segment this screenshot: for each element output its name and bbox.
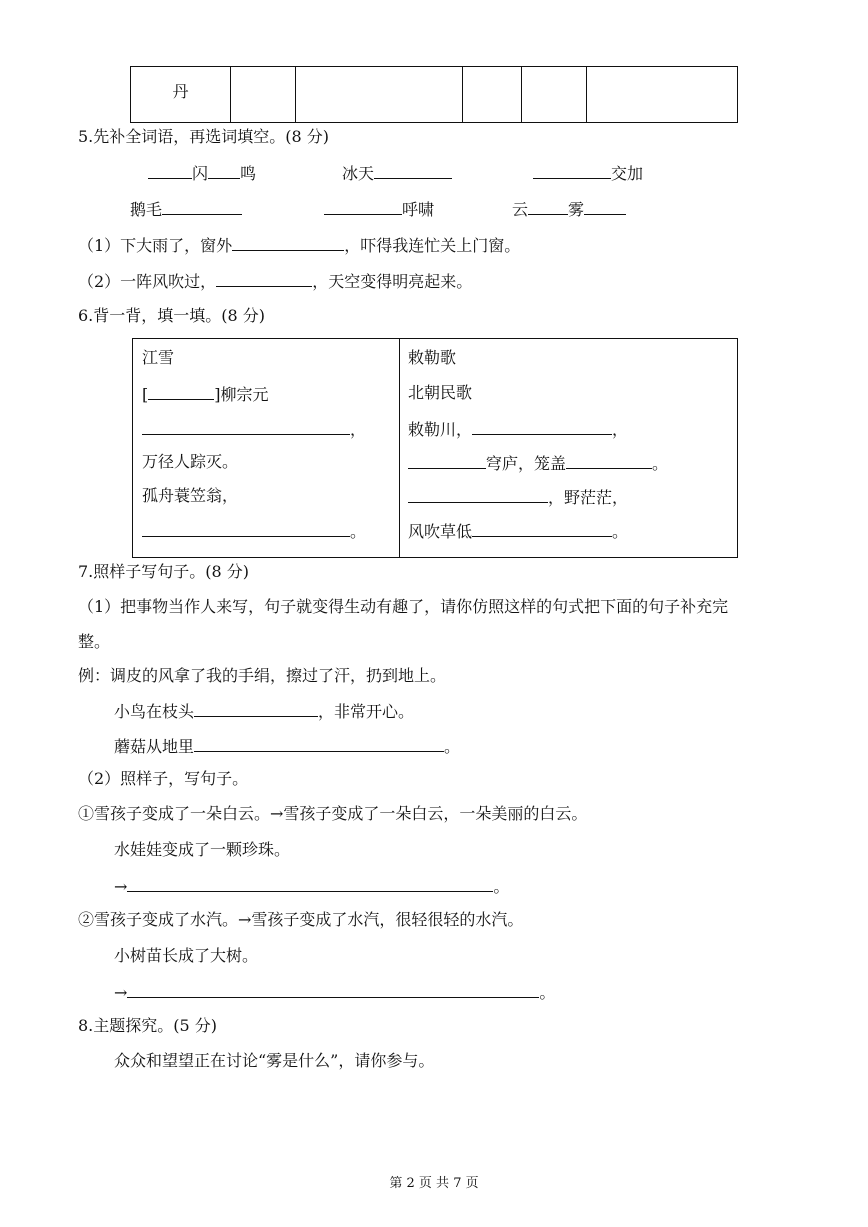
fill-blank[interactable] (148, 383, 214, 400)
fill-blank[interactable] (566, 452, 652, 469)
page-footer: 第 2 页 共 7 页 (389, 1176, 479, 1191)
fill-blank[interactable] (142, 520, 350, 537)
fill-blank[interactable] (148, 162, 192, 179)
author-bracket-open: [ (142, 385, 149, 404)
q7-sentence-1-suffix: ，非常开心。 (318, 702, 415, 721)
q5-word-6 (512, 198, 626, 220)
q7-part-1-instruction: （1）把事物当作人来写，句子就变得生动有趣了，请你仿照这样的句式把下面的句子补充完 (78, 597, 729, 616)
table-cell[interactable] (522, 67, 587, 123)
fill-blank[interactable] (127, 981, 539, 998)
poem-right-title: 敕勒歌 (408, 348, 457, 367)
arrow-icon: → (114, 983, 128, 1002)
poem-right-line-4 (408, 520, 628, 542)
q5-sentence-2 (78, 270, 472, 292)
poem-left-line-1 (142, 418, 366, 440)
punctuation: 。 (493, 877, 510, 896)
q7-answer-2 (114, 981, 555, 1003)
q6-title: 6.背一背，填一填。(8 分) (78, 306, 266, 325)
poem-right-line-1-prefix: 敕勒川， (408, 420, 473, 439)
q5-word-5-text: 呼啸 (402, 200, 435, 219)
fill-blank[interactable] (208, 162, 240, 179)
q5-word-2 (342, 162, 452, 184)
q5-sentence-1-prefix: （1）下大雨了，窗外 (78, 236, 233, 255)
fill-blank[interactable] (194, 700, 318, 717)
poem-right-line-2-mid: 穹庐，笼盖 (486, 454, 567, 473)
q5-word-6-char-a: 云 (512, 200, 529, 219)
q7-part-2-instruction: （2）照样子，写句子。 (78, 769, 249, 788)
top-table (130, 66, 738, 123)
punctuation: 。 (539, 983, 556, 1002)
table-cell-text: 丹 (172, 82, 189, 101)
q5-word-6-char-b: 雾 (568, 200, 585, 219)
fill-blank[interactable] (216, 270, 312, 287)
poem-right-line-2 (408, 452, 668, 474)
poem-right-line-3 (408, 486, 628, 508)
q5-word-4 (130, 198, 242, 220)
fill-blank[interactable] (533, 162, 611, 179)
poem-left-author (142, 383, 269, 405)
fill-blank[interactable] (528, 198, 568, 215)
q7-sentence-2 (114, 735, 460, 757)
q7-sentence-1 (114, 700, 414, 722)
fill-blank[interactable] (142, 418, 350, 435)
table-cell[interactable] (231, 67, 296, 123)
q5-sentence-2-suffix: ，天空变得明亮起来。 (312, 272, 473, 291)
punctuation: 。 (444, 737, 461, 756)
fill-blank[interactable] (472, 520, 612, 537)
q7-question-1: 水娃娃变成了一颗珍珠。 (114, 840, 291, 859)
punctuation: 。 (350, 522, 367, 541)
poem-left-title: 江雪 (142, 348, 175, 367)
fill-blank[interactable] (194, 735, 444, 752)
q5-word-3 (533, 162, 643, 184)
fill-blank[interactable] (472, 418, 612, 435)
punctuation: ， (350, 420, 367, 439)
fill-blank[interactable] (127, 875, 493, 892)
fill-blank[interactable] (232, 234, 344, 251)
poem-left-line-3: 孤舟蓑笠翁， (142, 486, 239, 505)
poem-right-line-1 (408, 418, 628, 440)
q7-part-1-instruction-cont: 整。 (78, 632, 111, 651)
q5-word-1-char-a: 闪 (192, 164, 209, 183)
q7-answer-1 (114, 875, 509, 897)
q5-word-3-text: 交加 (611, 164, 644, 183)
q5-title: 5.先补全词语，再选词填空。(8 分) (78, 127, 330, 146)
q5-word-2-text: 冰天 (342, 164, 375, 183)
poem-table-divider (399, 339, 400, 557)
q5-word-1-char-b: 鸣 (240, 164, 257, 183)
punctuation: 。 (612, 522, 629, 541)
arrow-icon: → (114, 877, 128, 896)
poem-right-line-3-suffix: ，野茫茫， (548, 488, 629, 507)
fill-blank[interactable] (584, 198, 626, 215)
q7-sentence-1-prefix: 小鸟在枝头 (114, 702, 195, 721)
fill-blank[interactable] (374, 162, 452, 179)
poem-left-line-2: 万径人踪灭。 (142, 452, 239, 471)
q5-sentence-1-suffix: ，吓得我连忙关上门窗。 (344, 236, 521, 255)
fill-blank[interactable] (408, 452, 486, 469)
q5-word-4-text: 鹅毛 (130, 200, 163, 219)
q8-title: 8.主题探究。(5 分) (78, 1016, 218, 1035)
q7-example: 例：调皮的风拿了我的手绢，擦过了汗，扔到地上。 (78, 666, 447, 685)
q7-example-2: ②雪孩子变成了水汽。→雪孩子变成了水汽，很轻很轻的水汽。 (78, 910, 524, 929)
q7-question-2: 小树苗长成了大树。 (114, 946, 259, 965)
table-cell (131, 67, 231, 123)
poem-left-line-4 (142, 520, 366, 542)
punctuation: ， (612, 420, 629, 439)
poem-right-author: 北朝民歌 (408, 383, 473, 402)
q5-word-5 (324, 198, 434, 220)
q7-example-1: ①雪孩子变成了一朵白云。→雪孩子变成了一朵白云，一朵美丽的白云。 (78, 804, 588, 823)
q7-sentence-2-prefix: 蘑菇从地里 (114, 737, 195, 756)
table-cell[interactable] (587, 67, 738, 123)
q7-title: 7.照样子写句子。(8 分) (78, 562, 250, 581)
q5-word-1 (148, 162, 256, 184)
fill-blank[interactable] (162, 198, 242, 215)
q5-sentence-1 (78, 234, 520, 256)
poem-right-line-4-prefix: 风吹草低 (408, 522, 473, 541)
fill-blank[interactable] (324, 198, 402, 215)
punctuation: 。 (652, 454, 669, 473)
fill-blank[interactable] (408, 486, 548, 503)
author-bracket-close: ]柳宗元 (214, 385, 269, 404)
q8-text: 众众和望望正在讨论“雾是什么”，请你参与。 (114, 1051, 435, 1070)
q5-sentence-2-prefix: （2）一阵风吹过， (78, 272, 217, 291)
table-cell[interactable] (296, 67, 463, 123)
table-cell[interactable] (463, 67, 522, 123)
